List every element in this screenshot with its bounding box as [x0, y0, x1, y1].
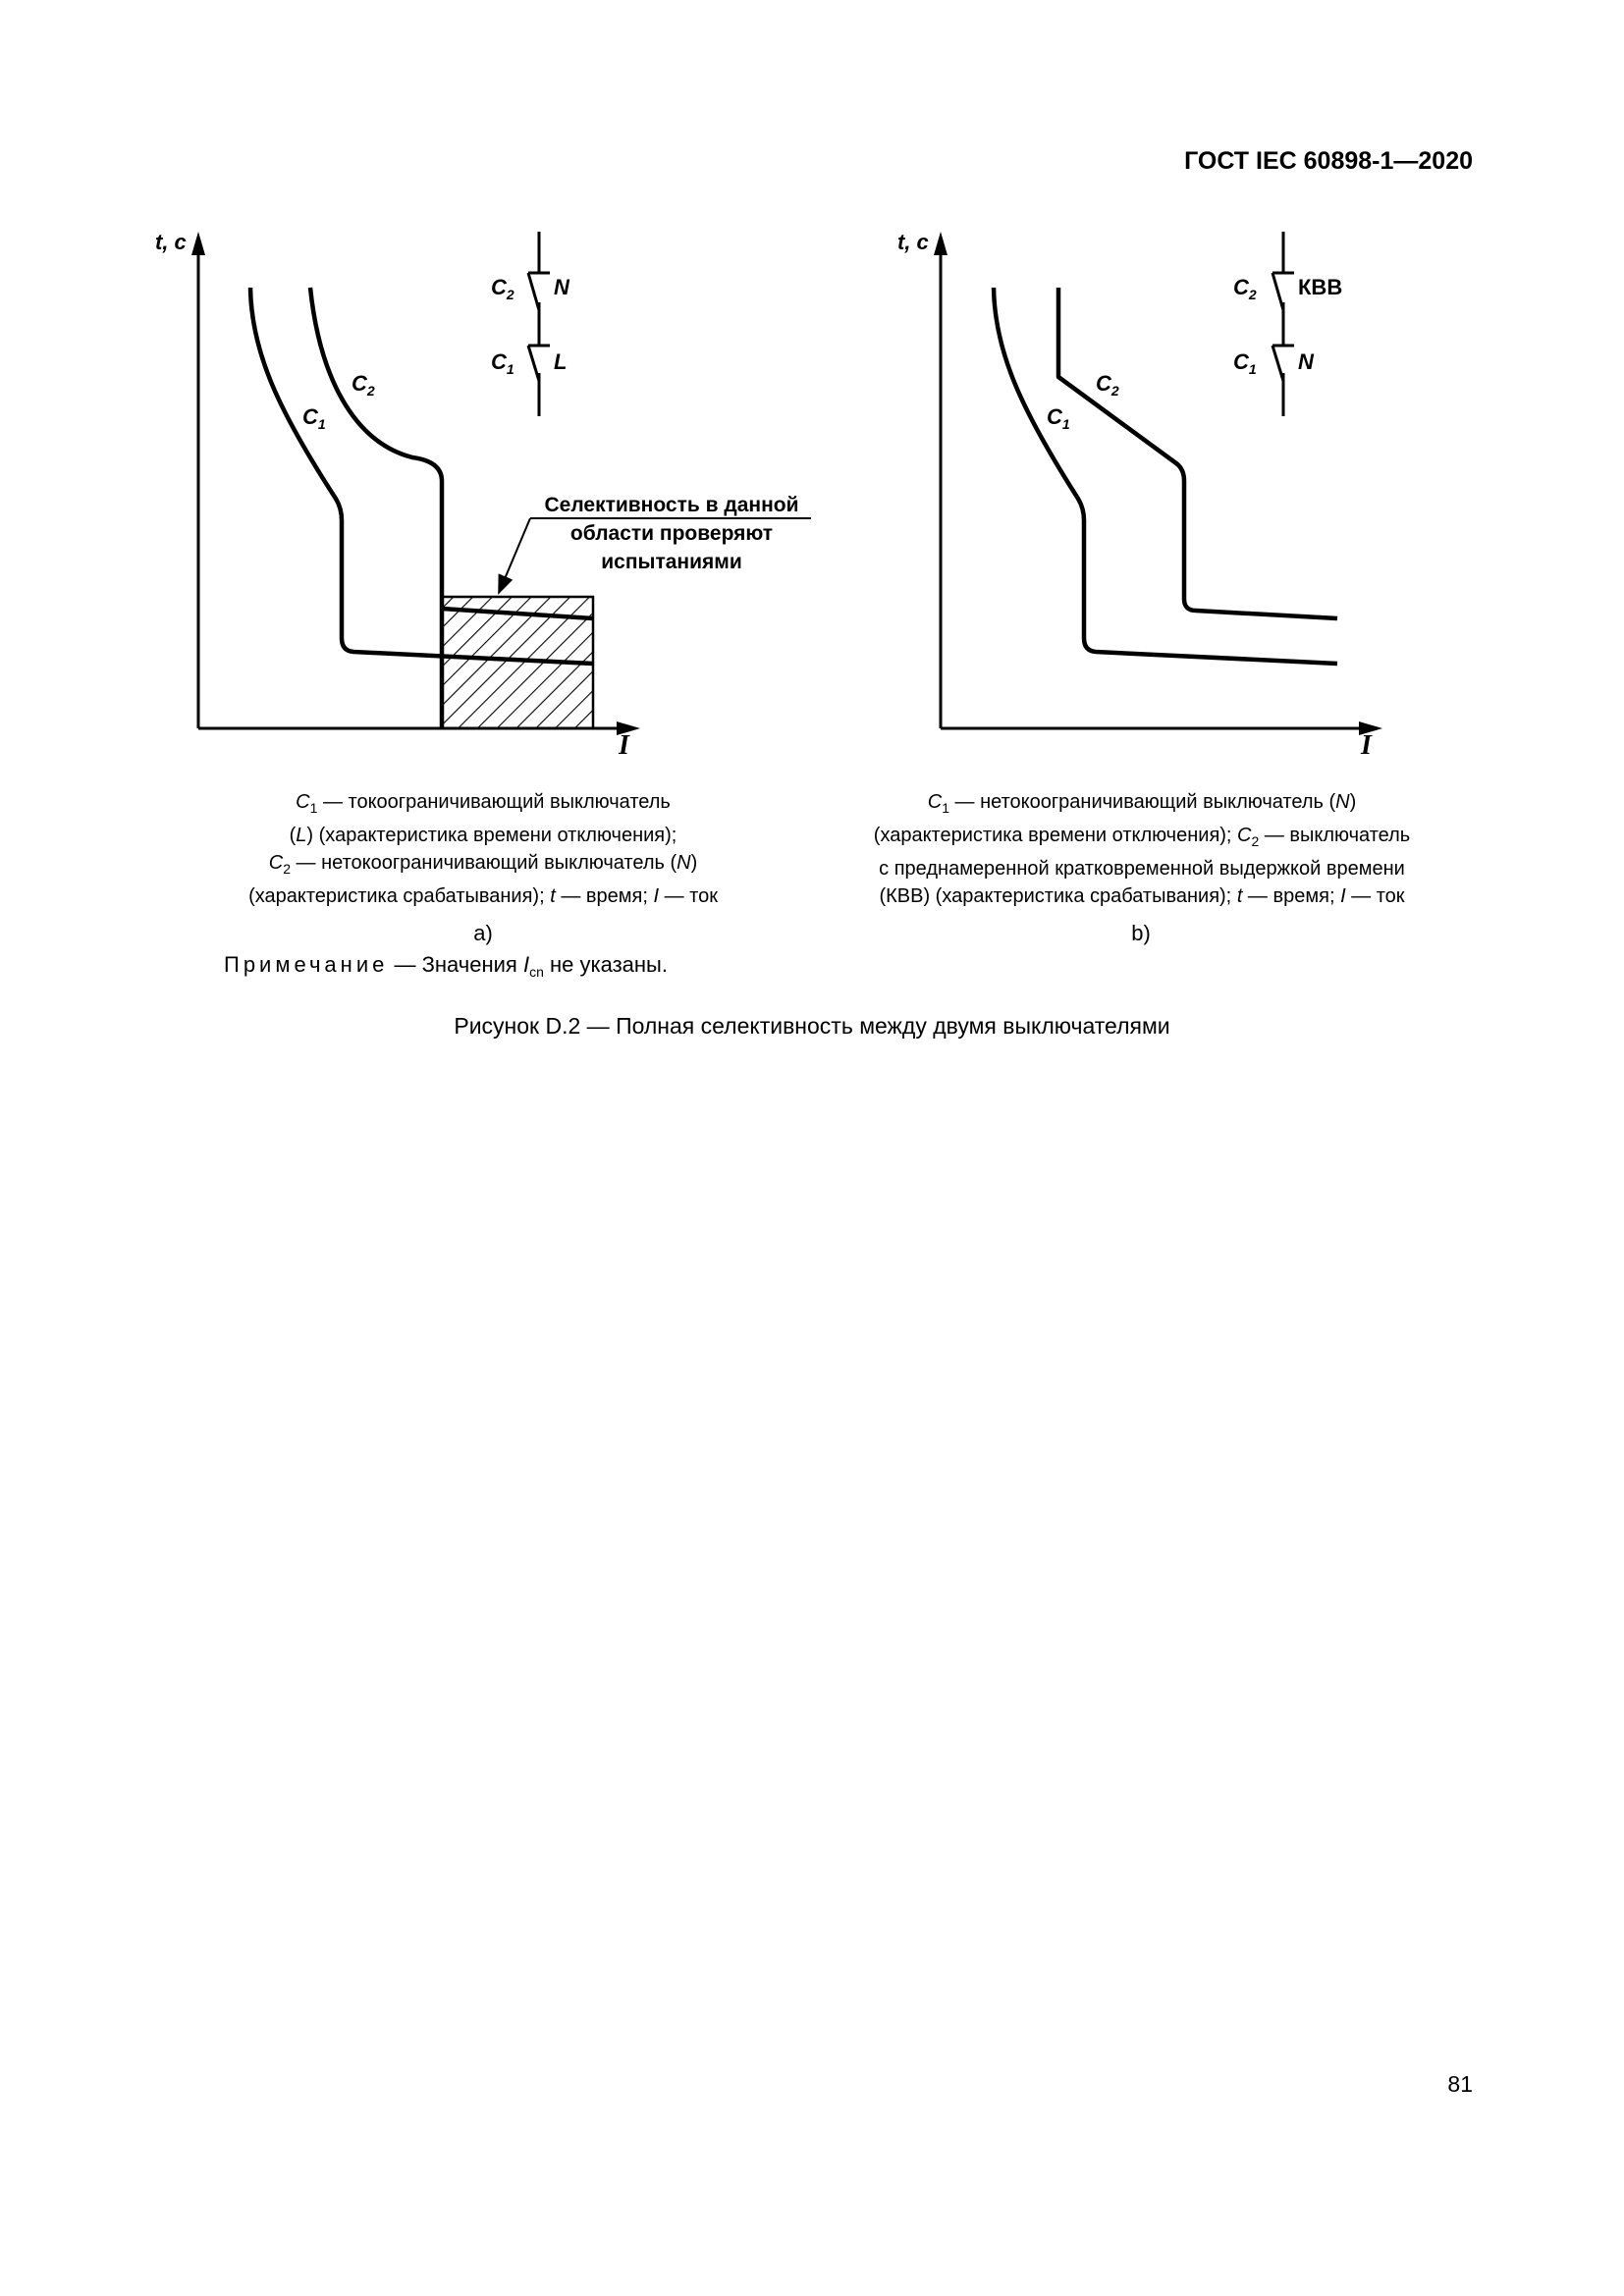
panel-a-curve-c2 — [310, 288, 442, 728]
panel-a-schematic-bottom-label: $C_1$ — [491, 349, 514, 377]
panel-b-x-axis-label: I — [1361, 730, 1372, 761]
panel-a-schematic-bottom-type: L — [554, 349, 568, 374]
note-label: Примечание — [224, 952, 389, 977]
standard-header: ГОСТ IEC 60898-1—2020 — [1184, 147, 1473, 175]
panel-b-y-axis-label: t, c — [897, 230, 929, 254]
panel-a-y-arrow — [191, 232, 205, 255]
panel-b-schematic-top-label: $C_2$ — [1233, 275, 1257, 302]
panel-b-schematic — [1272, 232, 1294, 416]
panel-a-c1-label: $C_1$ — [302, 404, 326, 432]
panel-b-curve-c1 — [994, 288, 1337, 664]
panel-b-schematic-bottom-label: $C_1$ — [1233, 349, 1257, 377]
panel-a-label: a) — [473, 921, 493, 945]
panel-a-x-axis-label: I — [619, 730, 629, 761]
panel-a-c2-label: $C_2$ — [352, 371, 375, 399]
panel-b-schematic-top-type: КВВ — [1298, 275, 1343, 299]
panel-a-schematic-top-label: $C_2$ — [491, 275, 514, 302]
panel-a-schematic-top-type: N — [554, 275, 569, 299]
panel-b-c1-label: $C_1$ — [1047, 404, 1070, 432]
panel-a-caption: $C_1$ — токоограничивающий выключатель (L) (характеристика времени отключения); $C_2$ — нетокоограничивающий выключатель (N) (характеристика срабатывания); t — время; I — ток — [248, 791, 718, 907]
page-number: 81 — [1447, 2071, 1473, 2097]
panel-a-y-axis-label: t, c — [155, 230, 187, 254]
panel-a-schematic — [528, 232, 550, 416]
panel-b-schematic-bottom-type: N — [1298, 349, 1314, 374]
note: Примечание — Значения $I_{cn}$ не указаны. — [224, 952, 668, 980]
panel-a-callout: Селективность в данной области проверяют испытаниями — [544, 494, 799, 573]
panel-b-label: b) — [1131, 921, 1151, 945]
panel-b-caption: $C_1$ — нетокоограничивающий выключатель (N) (характеристика времени отключения); $C_2$ — выключатель с преднамеренной кратковременной выдержкой времени (КВВ) (характеристика срабатывания); t — время; I — ток — [873, 791, 1411, 907]
panel-b-y-arrow — [934, 232, 947, 255]
panel-b-curve-c2 — [1058, 288, 1337, 618]
figure-caption: Рисунок D.2 — Полная селективность между двумя выключателями — [454, 1013, 1170, 1039]
panel-b-c2-label: $C_2$ — [1096, 371, 1119, 399]
